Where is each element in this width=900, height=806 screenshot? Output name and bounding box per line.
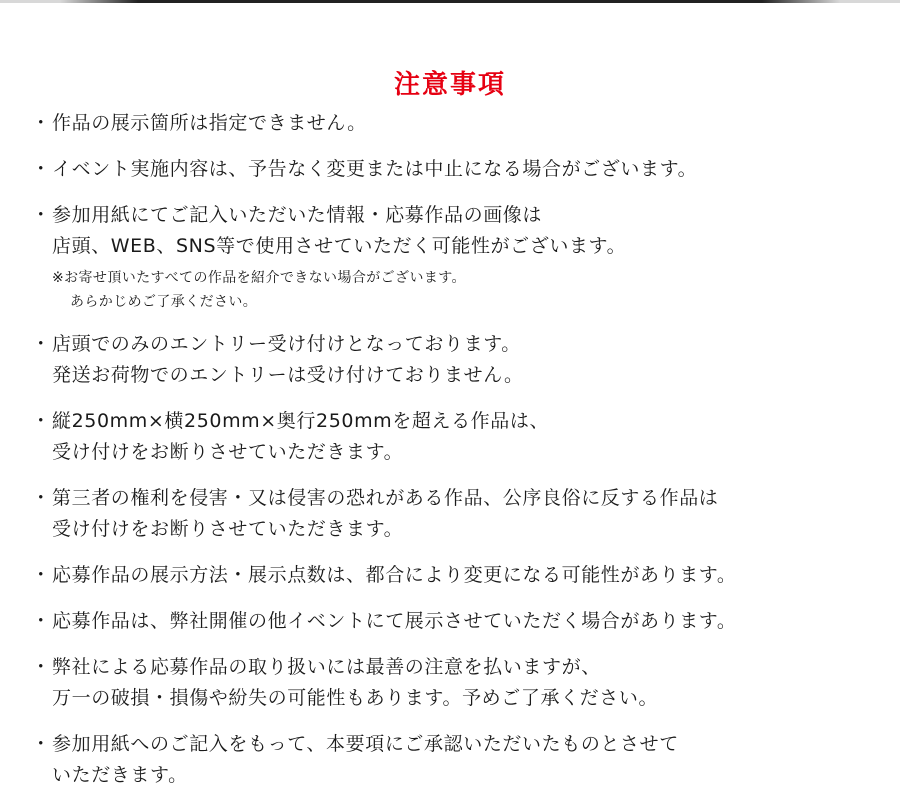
notice-item	[30, 108, 880, 139]
bullet-mark: ・	[31, 333, 51, 355]
notice-text: 受け付けをお断りさせていただきます。	[52, 518, 404, 540]
bullet-mark: ・	[31, 610, 51, 632]
bullet-mark: ・	[31, 112, 51, 134]
bullet-mark: ・	[31, 158, 51, 180]
notice-text: 参加用紙にてご記入いただいた情報・応募作品の画像は	[52, 204, 543, 226]
notice-text: いただきます。	[52, 764, 188, 786]
notice-item	[30, 652, 880, 714]
notice-text: 応募作品の展示方法・展示点数は、都合により変更になる可能性があります。	[52, 564, 737, 586]
notice-text: 参加用紙へのご記入をもって、本要項にご承認いただいたものとさせて	[52, 733, 679, 755]
notice-text: 弊社による応募作品の取り扱いには最善の注意を払いますが、	[52, 656, 601, 678]
notice-text: 第三者の権利を侵害・又は侵害の恐れがある作品、公序良俗に反する作品は	[52, 487, 719, 509]
notice-item	[30, 483, 880, 545]
notice-item	[30, 560, 880, 591]
page-title: 注意事項	[393, 70, 506, 101]
notice-item	[30, 729, 880, 791]
notice-text: 発送お荷物でのエントリーは受け付けておりません。	[52, 364, 524, 386]
notice-text: 縦250mm×横250mm×奥行250mmを超える作品は、	[52, 410, 550, 432]
notice-text: 作品の展示箇所は指定できません。	[52, 112, 367, 134]
bullet-mark: ・	[31, 733, 51, 755]
notice-item	[30, 154, 880, 185]
top-divider	[0, 0, 900, 3]
notice-item	[30, 606, 880, 637]
notice-text: イベント実施内容は、予告なく変更または中止になる場合がございます。	[52, 158, 698, 180]
notice-item	[30, 329, 880, 391]
notice-text: 店頭でのみのエントリー受け付けとなっております。	[52, 333, 521, 355]
notice-text: 店頭、WEB、SNS等で使用させていただく可能性がございます。	[52, 235, 627, 257]
bullet-mark: ・	[31, 410, 51, 432]
bullet-mark: ・	[31, 564, 51, 586]
notice-text: 万一の破損・損傷や紛失の可能性もあります。予めご了承ください。	[52, 687, 659, 709]
notice-subnote	[52, 266, 880, 314]
bullet-mark: ・	[31, 656, 51, 678]
bullet-mark: ・	[31, 487, 51, 509]
bullet-mark: ・	[31, 204, 51, 226]
notice-text: 受け付けをお断りさせていただきます。	[52, 441, 404, 463]
notice-item	[30, 200, 880, 314]
subnote-text: あらかじめご了承ください。	[70, 294, 258, 310]
notice-text: 応募作品は、弊社開催の他イベントにて展示させていただく場合があります。	[52, 610, 737, 632]
notice-list	[30, 108, 880, 806]
top-divider-dark	[60, 0, 840, 3]
subnote-text: ※お寄せ頂いたすべての作品を紹介できない場合がございます。	[52, 270, 466, 286]
notice-item	[30, 406, 880, 468]
